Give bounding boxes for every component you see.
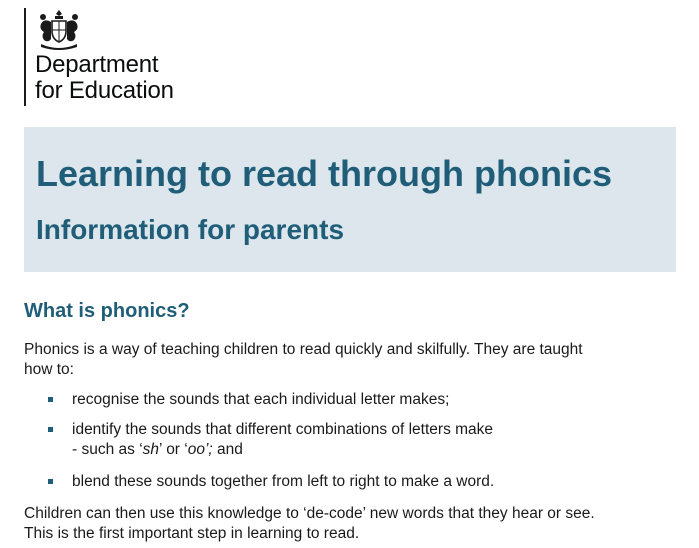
list-item [44, 420, 494, 460]
title-banner [24, 127, 676, 272]
bullet-square-icon [48, 427, 53, 432]
page-subtitle: Information for parents [36, 214, 345, 245]
page-title: Learning to read through phonics [36, 153, 612, 194]
skills-list [44, 390, 494, 492]
intro-line-1: Phonics is a way of teaching children to read quickly and skilfully. They are taught [24, 341, 583, 358]
list-item-text-continued [72, 440, 494, 460]
example-oo: oo’; [187, 441, 213, 458]
bullet-square-icon [48, 397, 53, 402]
bullet-square-icon [48, 479, 53, 484]
list-item [44, 390, 494, 410]
list-item-text: blend these sounds together from left to right to make a word. [72, 473, 495, 490]
intro-paragraph [24, 340, 664, 380]
closing-line-2: This is the first important step in learning to read. [24, 525, 360, 542]
closing-paragraph [24, 504, 664, 544]
list-item [44, 472, 494, 492]
list-item-text: identify the sounds that different combinations of letters make [72, 421, 494, 438]
dfe-logo [24, 8, 189, 106]
closing-line-1: Children can then use this knowledge to ‘de-code’ new words that they hear or see. [24, 505, 595, 522]
example-prefix: - such as ‘ [72, 441, 143, 458]
logo-line-1: Department [35, 51, 159, 78]
example-suffix: and [212, 441, 243, 458]
example-mid: ’ or ‘ [159, 441, 188, 458]
royal-coat-of-arms-icon [35, 8, 83, 50]
logo-line-2: for Education [35, 77, 174, 104]
section-heading: What is phonics? [24, 300, 190, 322]
list-item-text: recognise the sounds that each individual letter makes; [72, 391, 450, 408]
intro-line-2: how to: [24, 361, 74, 378]
example-sh: sh [142, 441, 160, 458]
